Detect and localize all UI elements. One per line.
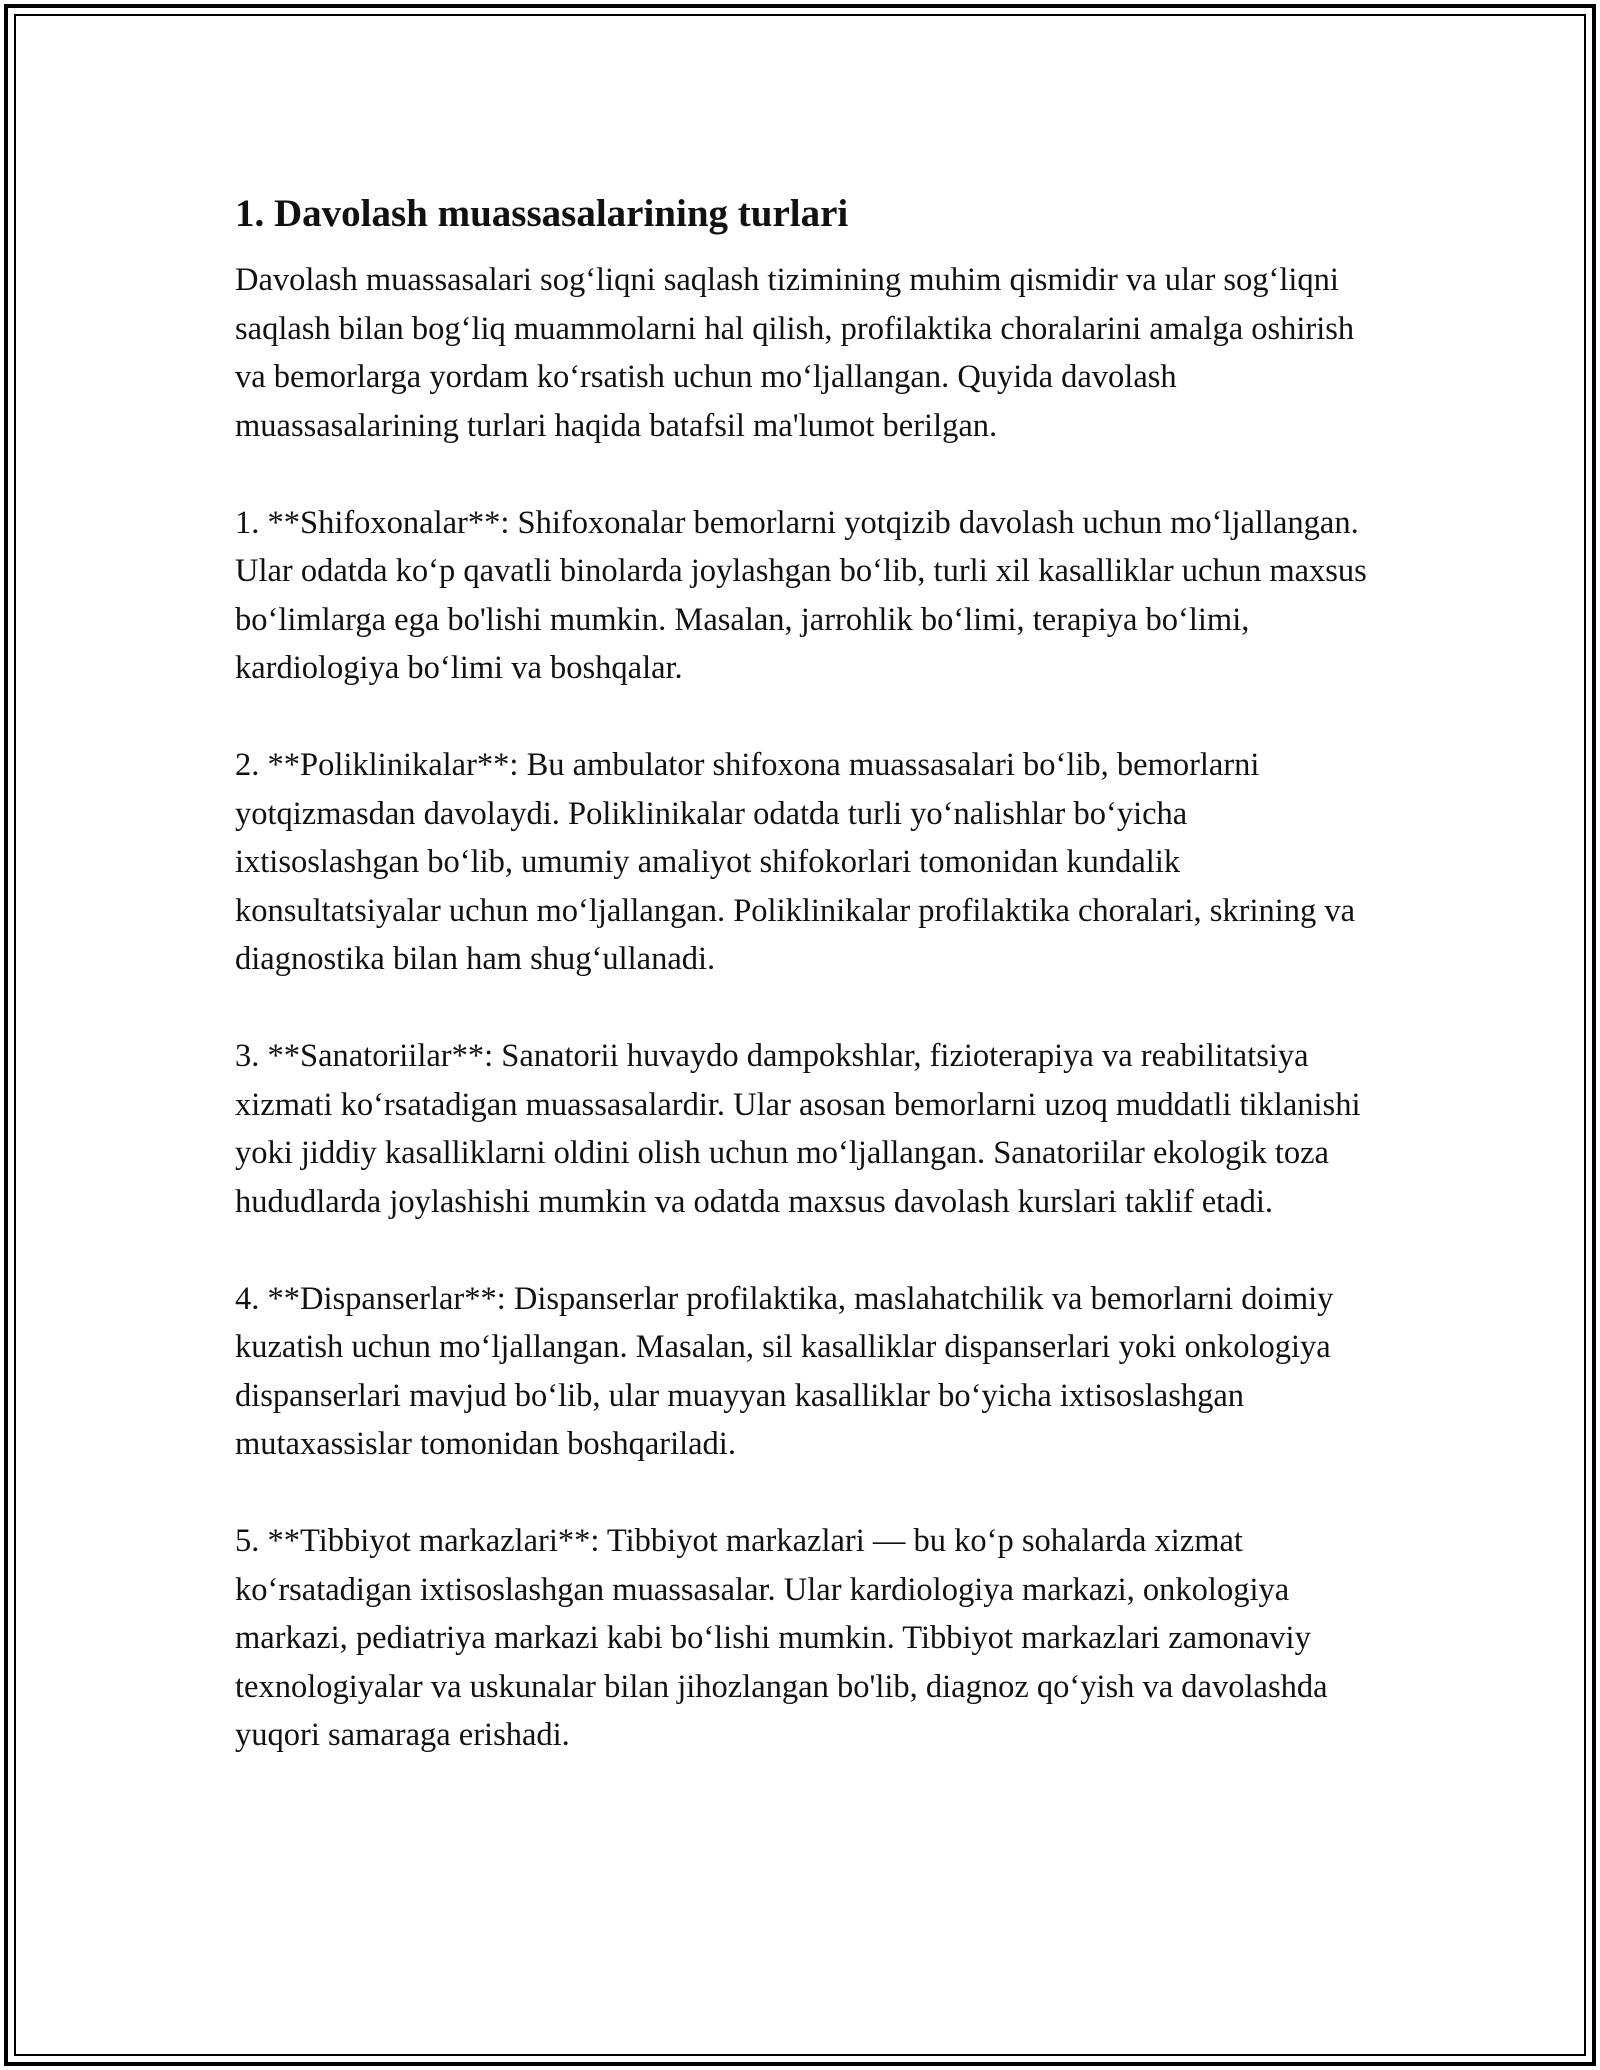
list-item-sanatoriums: 3. **Sanatoriilar**: Sanatorii huvaydo dampokshlar, fizioterapiya va reabilitatsiya xizmati ko‘rsatadigan muassasalardir. Ular asosan bemorlarni uzoq muddatli tiklanishi yoki jiddiy kasalliklarni oldini olish uchun mo‘ljallangan. Sanatoriilar ekologik toza hududlarda joylashishi mumkin va odatda maxsus davolash kurslari taklif etadi. (235, 1038, 1361, 1220)
list-item-hospitals: 1. **Shifoxonalar**: Shifoxonalar bemorlarni yotqizib davolash uchun mo‘ljallangan. Ular odatda ko‘p qavatli binolarda joylashgan bo‘lib, turli xil kasalliklar uchun maxsus bo‘limlarga ega bo'lishi mumkin. Masalan, jarrohlik bo‘limi, terapiya bo‘limi, kardiologiya bo‘limi va boshqalar. (235, 504, 1367, 686)
section-heading: 1. Davolash muassasalarining turlari (235, 192, 849, 235)
intro-paragraph: Davolash muassasalari sog‘liqni saqlash tizimining muhim qismidir va ular sog‘liqni saqlash bilan bog‘liq muammolarni hal qilish, profilaktika choralarini amalga oshirish va bemorlarga yordam ko‘rsatish uchun mo‘ljallangan. Quyida davolash muassasalarining turlari haqida batafsil ma'lumot berilgan. (235, 262, 1355, 444)
list-item-dispensaries: 4. **Dispanserlar**: Dispanserlar profilaktika, maslahatchilik va bemorlarni doimiy kuzatish uchun mo‘ljallangan. Masalan, sil kasalliklar dispanserlari yoki onkologiya dispanserlari mavjud bo‘lib, ular muayyan kasalliklar bo‘yicha ixtisoslashgan mutaxassislar tomonidan boshqariladi. (235, 1280, 1334, 1462)
list-item-medical-centers: 5. **Tibbiyot markazlari**: Tibbiyot markazlari — bu ko‘p sohalarda xizmat ko‘rsatadigan ixtisoslashgan muassasalar. Ular kardiologiya markazi, onkologiya markazi, pediatriya markazi kabi bo‘lishi mumkin. Tibbiyot markazlari zamonaviy texnologiyalar va uskunalar bilan jihozlangan bo'lib, diagnoz qo‘yish va davolashda yuqori samaraga erishadi. (235, 1523, 1328, 1753)
list-item-polyclinics: 2. **Poliklinikalar**: Bu ambulator shifoxona muassasalari bo‘lib, bemorlarni yotqizmasdan davolaydi. Poliklinikalar odatda turli yo‘nalishlar bo‘yicha ixtisoslashgan bo‘lib, umumiy amaliyot shifokorlari tomonidan kundalik konsultatsiyalar uchun mo‘ljallangan. Poliklinikalar profilaktika choralari, skrining va diagnostika bilan ham shug‘ullanadi. (235, 747, 1356, 977)
document-body (235, 186, 1375, 1808)
